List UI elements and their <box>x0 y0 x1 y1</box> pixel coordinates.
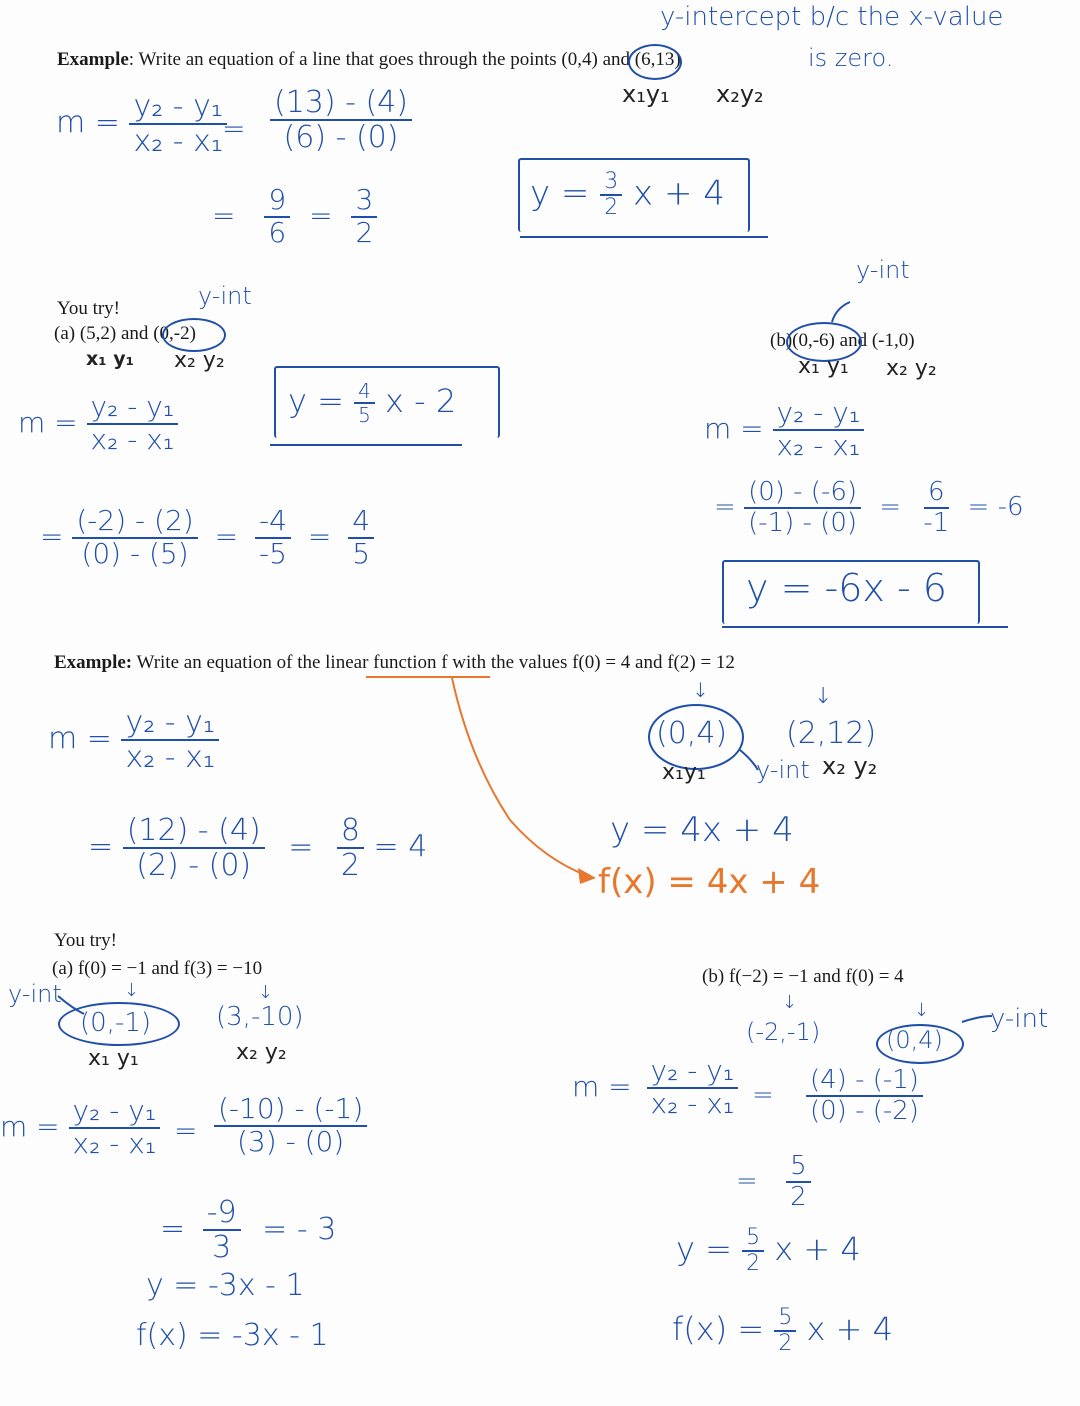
label-x2y2: x₂ y₂ <box>886 356 937 381</box>
slope-simplified: = $\frac{9}{6}$ = $\frac{3}{2}$ <box>212 185 377 249</box>
circle-annotation <box>162 318 226 352</box>
circle-annotation <box>628 44 682 80</box>
label-x2y2: x₂y₂ <box>716 80 764 108</box>
annotation-y-int: y-int <box>990 1004 1049 1034</box>
point-6-13: (6,13) <box>634 49 681 70</box>
try1b-prompt: (b)(0,-6) and (-1,0) <box>770 330 915 351</box>
point-0-neg1: (0,-1) <box>80 1008 152 1038</box>
answer-y-equation: y = $\frac{5}{2}$ x + 4 <box>676 1225 861 1277</box>
down-arrow-icon: ↓ <box>914 1000 930 1021</box>
slope-simplified: = $\frac{5}{2}$ <box>736 1152 811 1211</box>
underlined-term: linear function <box>325 652 437 673</box>
point-0-4: (0,4) <box>886 1026 943 1054</box>
try2b-prompt: (b) f(−2) = −1 and f(0) = 4 <box>702 966 904 987</box>
answer-equation: y = $\frac{3}{2}$ x + 4 <box>530 169 725 221</box>
annotation-y-int: y-int <box>856 256 910 284</box>
label-x2y2: x₂ y₂ <box>236 1040 287 1065</box>
answer-function: f(x) = -3x - 1 <box>136 1318 329 1353</box>
slope-formula: m = $\frac{\text{y₂ - y₁}}{\text{x₂ - x₁}}$ <box>704 398 864 462</box>
slope-simplified: = $\frac{-9}{3}$ = - 3 <box>160 1195 337 1265</box>
annotation-y-int: y-int <box>198 282 252 310</box>
answer-function: f(x) = $\frac{5}{2}$ x + 4 <box>672 1305 893 1357</box>
label-x2y2: x₂ y₂ <box>174 348 225 373</box>
slope-substitution: $\frac{(13) - (4)}{(6) - (0)}$ <box>270 86 412 154</box>
point-0-4: (0,4) <box>561 49 598 70</box>
point-2-12: (2,12) <box>786 716 877 751</box>
slope-formula: m = $\frac{\text{y₂ - y₁}}{\text{x₂ - x₁}}$ <box>48 706 219 774</box>
example-label: Example: <box>54 652 133 673</box>
answer-equation: y = $\frac{4}{5}$ x - 2 <box>288 379 457 427</box>
slope-substitution: = $\frac{(12) - (4)}{(2) - (0)}$ = $\frac{8}{2}$ = 4 <box>88 813 428 883</box>
down-arrow-icon: ↓ <box>258 982 274 1003</box>
answer-y-equation: y = -3x - 1 <box>146 1268 305 1303</box>
down-arrow-icon: ↓ <box>814 684 833 709</box>
point-0-neg2: (0,-2) <box>153 323 196 344</box>
slope-substitution: $\frac{(4) - (-1)}{(0) - (-2)}$ <box>806 1066 923 1125</box>
annotation-is-zero: is zero. <box>808 44 894 72</box>
label-x1y1: x₁y₁ <box>662 760 706 785</box>
label-x2y2: x₂ y₂ <box>822 752 878 780</box>
point-0-4: (0,4) <box>656 716 728 751</box>
slope-formula: m = $\frac{\text{y₂ - y₁}}{\text{x₂ - x₁}}$ <box>0 1096 160 1160</box>
slope-formula: m = $\frac{\text{y₂ - y₁}}{\text{x₂ - x₁}}$ <box>572 1056 738 1120</box>
point-neg2-neg1: (-2,-1) <box>746 1018 821 1046</box>
down-arrow-icon: ↓ <box>124 980 140 1001</box>
answer-function: f(x) = 4x + 4 <box>598 862 821 902</box>
slope-formula: m = $\frac{\text{y₂ - y₁}}{\text{x₂ - x₁}}$ <box>18 392 178 456</box>
you-try-heading: You try! <box>57 298 121 319</box>
slope-substitution: $\frac{(-10) - (-1)}{(3) - (0)}$ <box>214 1094 367 1158</box>
point-3-neg10: (3,-10) <box>216 1002 304 1032</box>
worksheet-page: y-intercept b/c the x-value is zero. Example: Write an equation of a line that goes through the points (0,4) and (6,13) x₁y₁ x₂y₂ m = $\frac{\text{y₂ - y₁}}{\text{x₂ - x₁}}$ = $\frac{(13) - (4)}{(6) - (0)}$ = $\frac{9}{6}$ = $\frac{3}{2}$ y = $\frac{3}{2}$ x + 4 You try! y-int (a) (5,2) and (0,-2) x₁ y₁ x₂ y₂ m = $\frac{\text{y₂ - y₁}}{\text{x₂ - x₁}}$ y = $\frac{4}{5}$ x - 2 = $\frac{(-2) - (2)}{(0) - (5)}$ = $\frac{-4}{-5}$ = $\frac{4}{5}$ y-int (b)(0,-6) and (-1,0) x₁ y₁ x₂ y₂ m = $\frac{\text{y₂ - y₁}}{\text{x₂ - x₁}}$ = $\frac{(0) - (-6)}{(-1) - (0)}$ = $\frac{6}{-1}$ = -6 y = -6x - 6 Example: Write an equation of the linear function f with the values f(0) = 4 and f(2) = 12 ↓ ↓ (0,4) (2,12) x₁y₁ y-int x₂ y₂ m = $\frac{\text{y₂ - y₁}}{\text{x₂ - x₁}}$ = $\frac{(12) - (4)}{(2) - (0)}$ = $\frac{8}{2}$ = 4 y = 4x + 4 f(x) = 4x + 4 You try! (a) f(0) = −1 and f(3) = −10 y-int ↓ ↓ (0,-1) (3,-10) x₁ y₁ x₂ y₂ m = $\frac{\text{y₂ - y₁}}{\text{x₂ - x₁}}$ = $\frac{(-10) - (-1)}{(3) - (0)}$ = $\frac{-9}{3}$ = - 3 y = -3x - 1 f(x) = -3x - 1 (b) f(−2) = −1 and f(0) = 4 ↓ ↓ (-2,-1) (0,4) y-int m = $\frac{\text{y₂ - y₁}}{\text{x₂ - x₁}}$ = $\frac{(4) - (-1)}{(0) - (-2)}$ = $\frac{5}{2}$ y = $\frac{5}{2}$ x + 4 f(x) = $\frac{5}{2}$ x + 4 <box>0 0 1080 1406</box>
label-x1y1: x₁y₁ <box>622 80 670 108</box>
example2-prompt: Example: Write an equation of the linear function f with the values f(0) = 4 and f(2) = 12 <box>54 652 735 673</box>
slope-formula: m = $\frac{\text{y₂ - y₁}}{\text{x₂ - x₁}}$ <box>56 90 227 158</box>
annotation-y-int: y-int <box>8 980 62 1008</box>
you-try-heading: You try! <box>54 930 118 951</box>
slope-substitution: = $\frac{(0) - (-6)}{(-1) - (0)}$ = $\frac{6}{-1}$ = -6 <box>714 477 1024 538</box>
answer-y-equation: y = 4x + 4 <box>610 810 794 850</box>
example1-prompt: Example: Write an equation of a line that goes through the points (0,4) and (6,13) <box>57 49 681 70</box>
try1a-prompt: (a) (5,2) and (0,-2) <box>54 323 196 344</box>
down-arrow-icon: ↓ <box>692 678 709 702</box>
answer-equation: y = -6x - 6 <box>746 566 947 610</box>
label-x1y1: x₁ y₁ <box>86 348 134 370</box>
point-0-neg6: (0,-6) <box>792 330 835 351</box>
orange-underline <box>366 676 490 678</box>
annotation-y-intercept-reason: y-intercept b/c the x-value <box>660 2 1004 32</box>
label-x1y1: x₁ y₁ <box>798 354 849 379</box>
label-x1y1: x₁ y₁ <box>88 1046 139 1071</box>
down-arrow-icon: ↓ <box>782 992 798 1013</box>
annotation-y-int: y-int <box>756 756 810 784</box>
example-label: Example <box>57 49 129 70</box>
slope-substitution: = $\frac{(-2) - (2)}{(0) - (5)}$ = $\frac{-4}{-5}$ = $\frac{4}{5}$ <box>40 506 374 570</box>
try2a-prompt: (a) f(0) = −1 and f(3) = −10 <box>52 958 263 979</box>
